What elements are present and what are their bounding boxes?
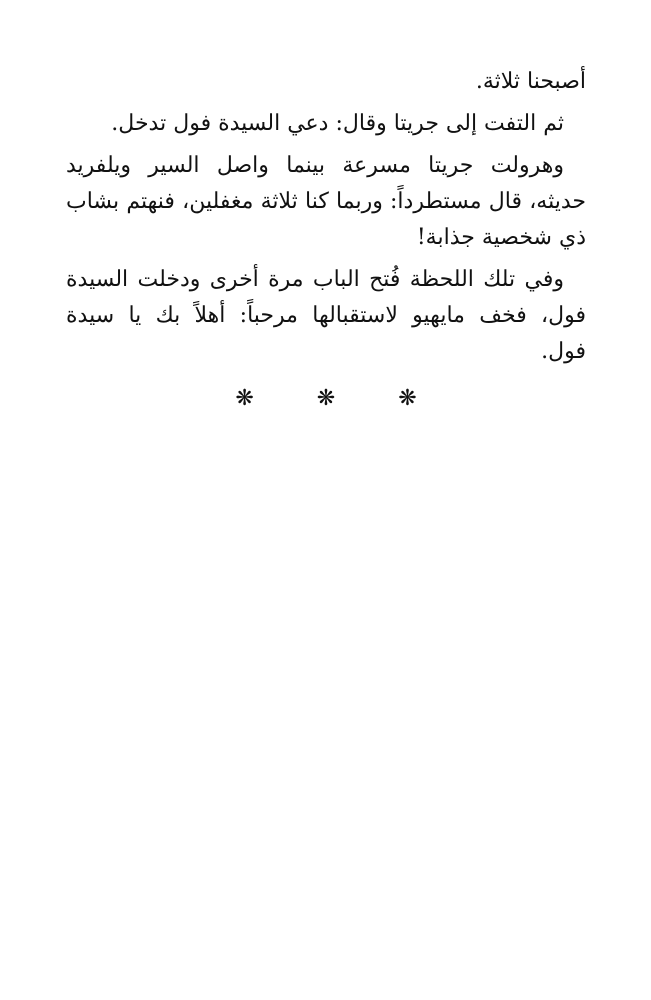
text-line: وفي تلك اللحظة فُتح الباب مرة أخرى ودخلت السيدة <box>66 267 564 292</box>
paragraph-3 <box>66 148 586 256</box>
text-line: حديثه، قال مستطرداً: وربما كنا ثلاثة مغفلين، فنهتم بشاب <box>66 189 586 214</box>
text-line: أصبحنا ثلاثة. <box>475 69 586 94</box>
text-line: وهرولت جريتا مسرعة بينما واصل السير ويلفريد <box>66 153 564 178</box>
paragraph-4 <box>66 262 586 370</box>
paragraph-2 <box>66 106 586 142</box>
paragraph-1 <box>66 64 586 100</box>
text-line: ثم التفت إلى جريتا وقال: دعي السيدة فول تدخل. <box>111 111 564 136</box>
text-line: فول، فخف مايهيو لاستقبالها مرحباً: أهلاً بك يا سيدة <box>66 303 586 328</box>
text-line: فول. <box>541 339 586 364</box>
section-separator: ❋ ❋ ❋ <box>235 386 445 411</box>
document-page <box>66 64 586 414</box>
text-line: ذي شخصية جذابة! <box>416 225 586 250</box>
